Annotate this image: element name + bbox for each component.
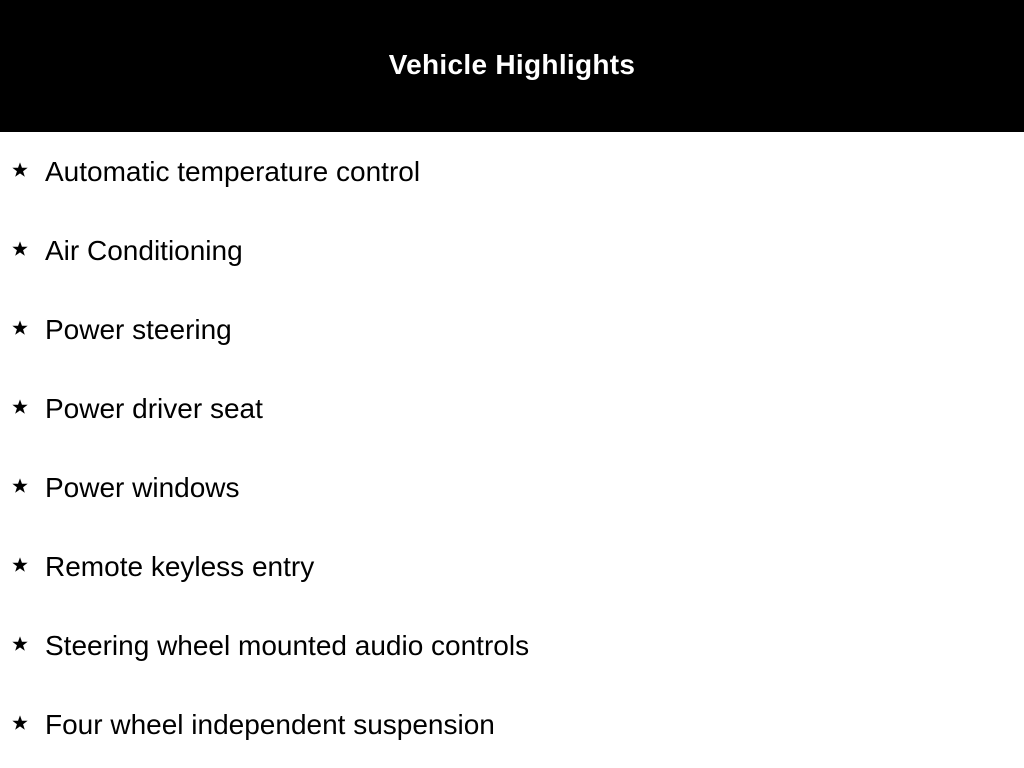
highlight-label: Power steering xyxy=(45,314,232,345)
list-item xyxy=(0,234,1024,274)
highlight-label: Steering wheel mounted audio controls xyxy=(45,630,530,661)
star-icon xyxy=(11,398,29,416)
star-icon xyxy=(11,635,29,653)
list-item xyxy=(0,708,1024,748)
star-icon xyxy=(11,161,29,179)
star-icon-glyph xyxy=(11,714,29,732)
star-icon-glyph xyxy=(11,398,29,416)
header-bar xyxy=(0,0,1024,132)
star-icon-glyph xyxy=(11,240,29,258)
star-icon-glyph xyxy=(11,477,29,495)
list-item xyxy=(0,629,1024,669)
highlight-label: Remote keyless entry xyxy=(45,551,315,582)
highlight-label: Power driver seat xyxy=(45,393,263,424)
highlight-label: Power windows xyxy=(45,472,240,503)
star-icon xyxy=(11,240,29,258)
star-icon xyxy=(11,477,29,495)
list-item xyxy=(0,550,1024,590)
star-icon xyxy=(11,319,29,337)
star-icon-glyph xyxy=(11,161,29,179)
star-icon-glyph xyxy=(11,556,29,574)
list-item xyxy=(0,155,1024,195)
highlight-label: Automatic temperature control xyxy=(45,156,421,187)
star-icon xyxy=(11,714,29,732)
star-icon-glyph xyxy=(11,319,29,337)
page-title: Vehicle Highlights xyxy=(388,49,636,80)
star-icon xyxy=(11,556,29,574)
star-icon-glyph xyxy=(11,635,29,653)
highlight-label: Air Conditioning xyxy=(45,235,243,266)
list-item xyxy=(0,313,1024,353)
list-item xyxy=(0,471,1024,511)
list-item xyxy=(0,392,1024,432)
highlight-label: Four wheel independent suspension xyxy=(45,709,495,740)
